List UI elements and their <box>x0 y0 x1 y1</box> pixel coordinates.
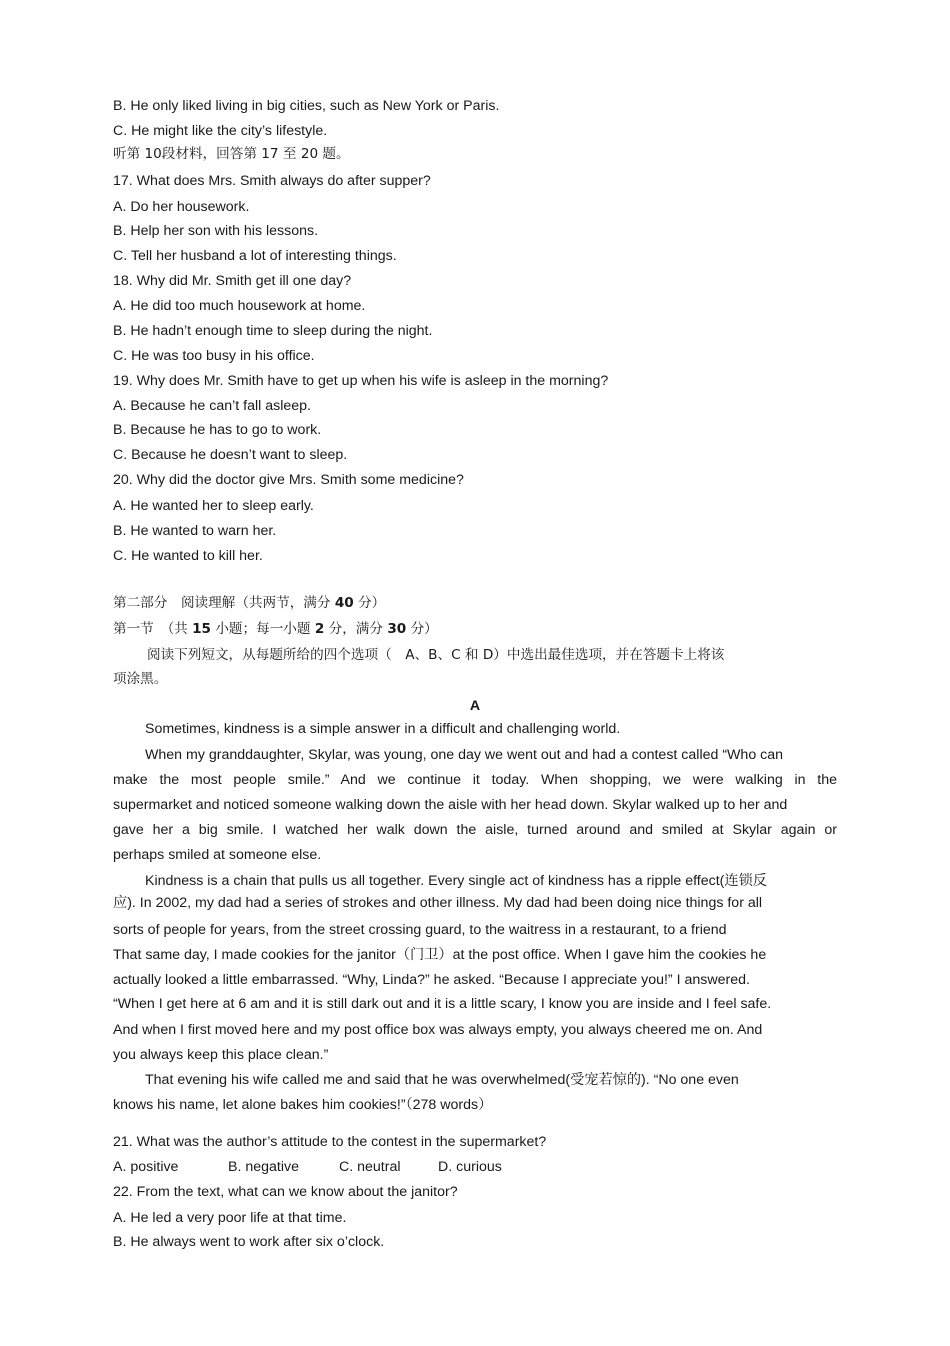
passage-line: actually looked a little embarrassed. “Why, Linda?” he asked. “Because I appreciate you!” I answered. <box>113 972 750 988</box>
section1-title: 第一节 （共 15 小题；每一小题 2 分，满分 30 分） <box>113 621 438 637</box>
passage-line: Kindness is a chain that pulls us all together. Every single act of kindness has a ripple effect(连锁反 <box>145 873 767 889</box>
question-21-option-c: C. neutral <box>339 1159 401 1175</box>
passage-line: That evening his wife called me and said that he was overwhelmed(受宠若惊的). “No one even <box>145 1072 739 1088</box>
passage-line: supermarket and noticed someone walking down the aisle with her head down. Skylar walked up to her and <box>113 797 788 813</box>
question-18-option-a: A. He did too much housework at home. <box>113 298 366 314</box>
question-20-option-c: C. He wanted to kill her. <box>113 548 263 564</box>
question-21-stem: 21. What was the author’s attitude to the contest in the supermarket? <box>113 1134 547 1150</box>
q16-option-c: C. He might like the city’s lifestyle. <box>113 123 328 139</box>
question-20-stem: 20. Why did the doctor give Mrs. Smith some medicine? <box>113 472 464 488</box>
part2-score: 40 <box>334 595 354 611</box>
passage-line: make the most people smile.” And we continue it today. When shopping, we were walking in the <box>113 772 837 788</box>
part2-title: 第二部分 阅读理解（共两节，满分 40 分） <box>113 595 386 611</box>
question-17-option-c: C. Tell her husband a lot of interesting things. <box>113 248 397 264</box>
question-19-option-b: B. Because he has to go to work. <box>113 422 322 438</box>
passage-line: knows his name, let alone bakes him cookies!”（278 words） <box>113 1097 493 1113</box>
question-21-option-b: B. negative <box>228 1159 299 1175</box>
question-18-stem: 18. Why did Mr. Smith get ill one day? <box>113 273 352 289</box>
passage-line: you always keep this place clean.” <box>113 1047 329 1063</box>
question-21-option-d: D. curious <box>438 1159 502 1175</box>
passage-line: perhaps smiled at someone else. <box>113 847 322 863</box>
question-22-stem: 22. From the text, what can we know about the janitor? <box>113 1184 458 1200</box>
question-19-option-c: C. Because he doesn’t want to sleep. <box>113 447 348 463</box>
question-21-option-a: A. positive <box>113 1159 179 1175</box>
instruction-line-1: 阅读下列短文，从每题所给的四个选项（ A、B、C 和 D）中选出最佳选项，并在答题卡上将该 <box>147 647 725 663</box>
question-17-option-a: A. Do her housework. <box>113 199 250 215</box>
question-21-options <box>113 1158 843 1176</box>
passage-line: 应). In 2002, my dad had a series of strokes and other illness. My dad had been doing nice things for all <box>113 895 763 911</box>
question-22-option-a: A. He led a very poor life at that time. <box>113 1210 347 1226</box>
question-18-option-b: B. He hadn’t enough time to sleep during the night. <box>113 323 433 339</box>
passage-line: And when I first moved here and my post office box was always empty, you always cheered me on. And <box>113 1022 763 1038</box>
question-17-stem: 17. What does Mrs. Smith always do after supper? <box>113 173 431 189</box>
section-intro-17-20: 听第 10段材料，回答第 17 至 20 题。 <box>113 146 350 162</box>
passage-line: Sometimes, kindness is a simple answer in a difficult and challenging world. <box>145 721 621 737</box>
passage-line: That same day, I made cookies for the janitor（门卫）at the post office. When I gave him the cookies he <box>113 947 767 963</box>
question-22-option-b: B. He always went to work after six o’clock. <box>113 1234 385 1250</box>
question-19-stem: 19. Why does Mr. Smith have to get up when his wife is asleep in the morning? <box>113 373 609 389</box>
passage-line: “When I get here at 6 am and it is still dark out and it is a little scary, I know you are inside and I feel safe. <box>113 996 772 1012</box>
instruction-line-2: 项涂黑。 <box>113 671 168 687</box>
passage-line: When my granddaughter, Skylar, was young, one day we went out and had a contest called “Who can <box>145 747 784 763</box>
passage-label: A <box>469 698 481 714</box>
passage-line: sorts of people for years, from the street crossing guard, to the waitress in a restaurant, to a friend <box>113 922 727 938</box>
question-20-option-b: B. He wanted to warn her. <box>113 523 277 539</box>
question-20-option-a: A. He wanted her to sleep early. <box>113 498 314 514</box>
question-18-option-c: C. He was too busy in his office. <box>113 348 315 364</box>
q16-option-b: B. He only liked living in big cities, such as New York or Paris. <box>113 98 500 114</box>
passage-line: gave her a big smile. I watched her walk down the aisle, turned around and smiled at Skylar again or <box>113 822 837 838</box>
question-19-option-a: A. Because he can’t fall asleep. <box>113 398 311 414</box>
question-17-option-b: B. Help her son with his lessons. <box>113 223 319 239</box>
